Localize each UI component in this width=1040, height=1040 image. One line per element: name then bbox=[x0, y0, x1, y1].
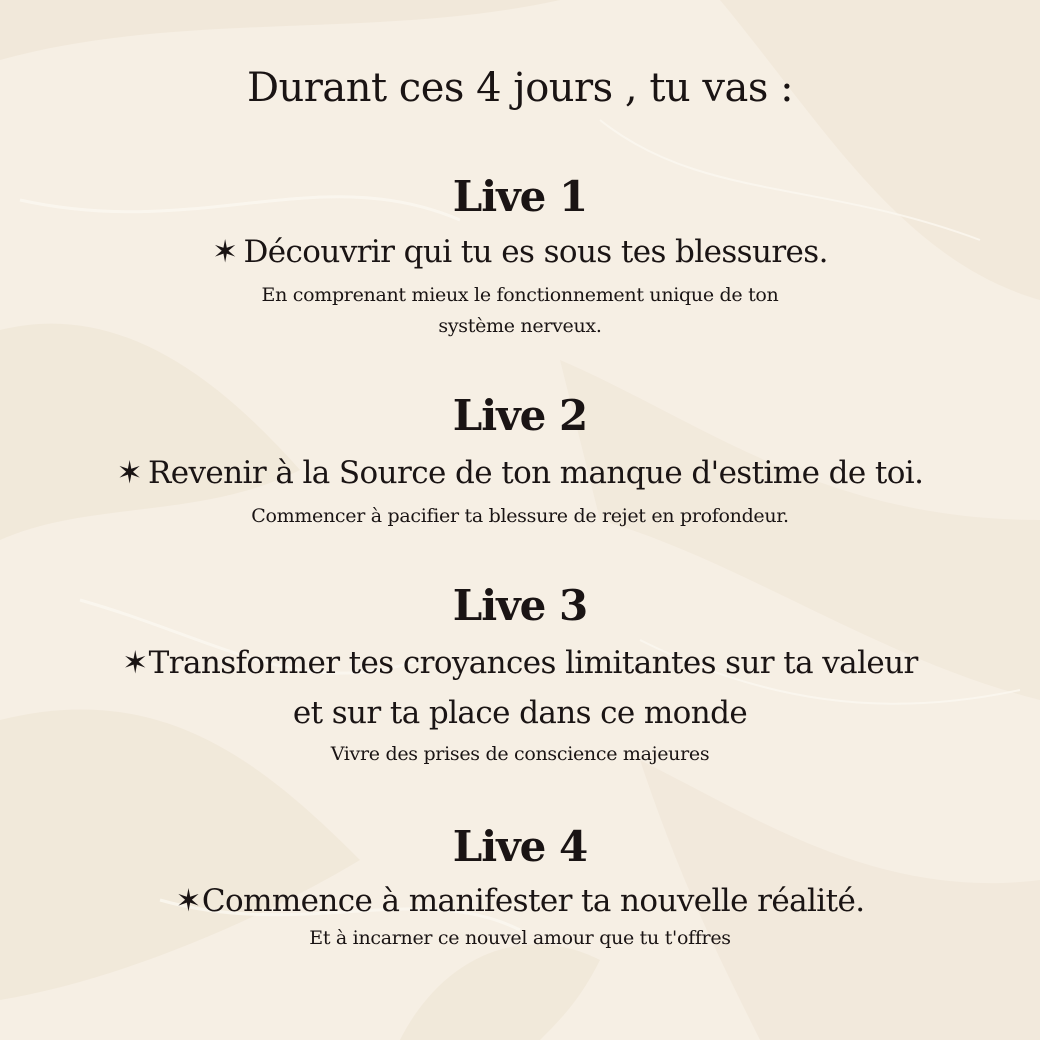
live-2-title: Live 2 bbox=[452, 391, 588, 440]
star-icon: ✶ bbox=[212, 234, 238, 270]
live-3-bullet-text-1: Transformer tes croyances limitantes sur ta valeur bbox=[148, 645, 918, 681]
live-2-bullet bbox=[0, 455, 1040, 491]
live-2-desc-line-1: Commencer à pacifier ta blessure de rejet en profondeur. bbox=[251, 505, 789, 527]
live-2-bullet-text: Revenir à la Source de ton manque d'estime de toi. bbox=[148, 455, 924, 491]
live-3-title: Live 3 bbox=[452, 581, 588, 630]
live-3-bullet-line-1 bbox=[0, 645, 1040, 681]
live-4-bullet bbox=[0, 883, 1040, 919]
star-icon: ✶ bbox=[122, 645, 148, 681]
live-4-bullet-text: Commence à manifester ta nouvelle réalité. bbox=[201, 883, 865, 919]
star-icon: ✶ bbox=[116, 455, 143, 491]
live-4-title: Live 4 bbox=[452, 822, 588, 871]
live-3-desc-line-1: Vivre des prises de conscience majeures bbox=[330, 743, 710, 765]
star-icon: ✶ bbox=[175, 883, 201, 919]
page-heading: Durant ces 4 jours , tu vas : bbox=[246, 65, 794, 111]
live-4-desc-line-1: Et à incarner ce nouvel amour que tu t'offres bbox=[309, 927, 731, 949]
live-1-title: Live 1 bbox=[452, 172, 588, 221]
live-1-desc-line-2: système nerveux. bbox=[438, 315, 602, 337]
live-1-desc-line-1: En comprenant mieux le fonctionnement unique de ton bbox=[261, 284, 779, 306]
live-1-bullet bbox=[0, 234, 1040, 270]
live-1-bullet-text: Découvrir qui tu es sous tes blessures. bbox=[243, 234, 828, 270]
live-3-bullet-line-2: et sur ta place dans ce monde bbox=[292, 695, 748, 731]
